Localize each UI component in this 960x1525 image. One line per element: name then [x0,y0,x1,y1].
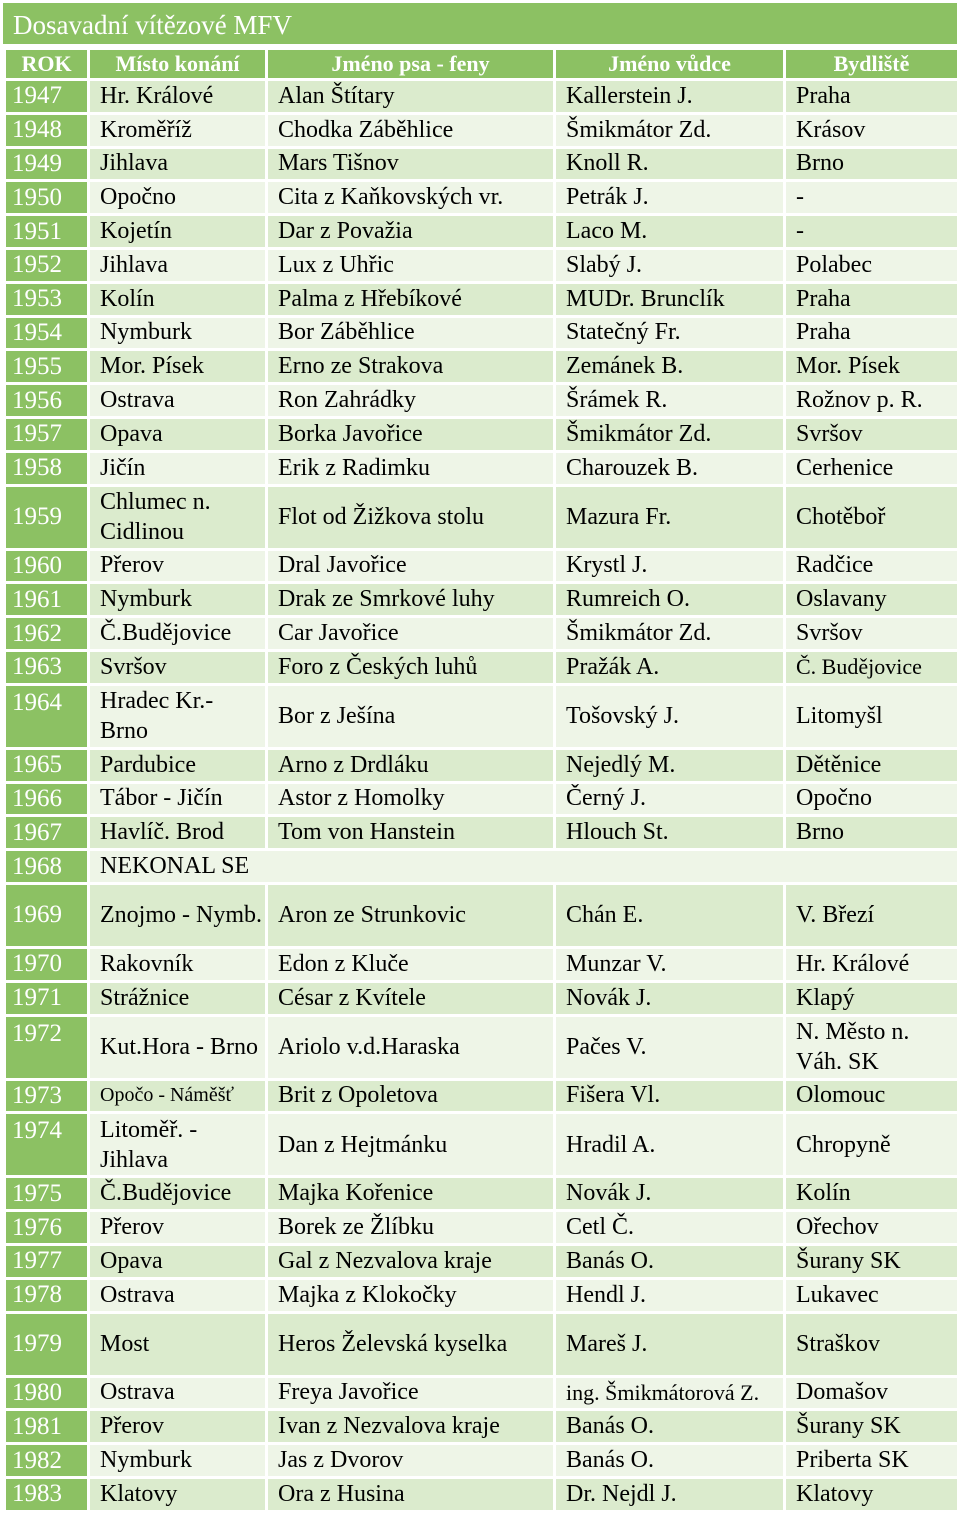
residence-cell: Klapý [785,981,959,1015]
residence-cell: Svršov [785,417,959,451]
handler-name-cell: Rumreich O. [555,583,785,617]
residence-cell: Hr. Králové [785,947,959,981]
year-cell: 1970 [5,947,89,981]
handler-name-cell: Šmikmátor Zd. [555,113,785,147]
place-cell: Tábor - Jičín [89,782,267,816]
handler-name-cell: Banás O. [555,1444,785,1478]
table-row [5,1015,959,1079]
handler-name-cell: Mareš J. [555,1312,785,1376]
place-cell: Opočo - Náměšť [89,1079,267,1113]
handler-name-cell: Kallerstein J. [555,80,785,114]
table-row [5,417,959,451]
residence-cell: Radčice [785,549,959,583]
dog-name-cell: Brit z Opoletova [267,1079,555,1113]
place-cell: Litoměř. - Jihlava [89,1113,267,1177]
handler-name-cell: Dr. Nejdl J. [555,1477,785,1511]
place-cell: NEKONAL SE [89,850,959,884]
handler-name-cell: Charouzek B. [555,451,785,485]
place-cell: Kolín [89,282,267,316]
residence-cell: Rožnov p. R. [785,384,959,418]
table-row [5,1444,959,1478]
residence-cell: Oslavany [785,583,959,617]
year-cell: 1954 [5,316,89,350]
handler-name-cell: Banás O. [555,1244,785,1278]
year-cell: 1971 [5,981,89,1015]
dog-name-cell: Foro z Českých luhů [267,650,555,684]
table-row [5,1244,959,1278]
handler-name-cell: Zemánek B. [555,350,785,384]
dog-name-cell: Mars Tišnov [267,147,555,181]
dog-name-cell: Majka Kořenice [267,1177,555,1211]
handler-name-cell: Novák J. [555,981,785,1015]
dog-name-cell: Flot od Žižkova stolu [267,485,555,549]
dog-name-cell: Ariolo v.d.Haraska [267,1015,555,1079]
year-cell: 1976 [5,1211,89,1245]
year-cell: 1975 [5,1177,89,1211]
year-cell: 1964 [5,684,89,748]
year-cell: 1981 [5,1410,89,1444]
handler-name-cell: Šmikmátor Zd. [555,417,785,451]
year-cell: 1947 [5,80,89,114]
dog-name-cell: Dral Javořice [267,549,555,583]
residence-cell: Litomyšl [785,684,959,748]
table-row [5,1211,959,1245]
year-cell: 1950 [5,181,89,215]
year-cell: 1951 [5,215,89,249]
residence-cell: Chotěboř [785,485,959,549]
place-cell: Kroměříž [89,113,267,147]
place-cell: Hradec Kr.- Brno [89,684,267,748]
year-cell: 1959 [5,485,89,549]
year-cell: 1980 [5,1376,89,1410]
table-row [5,1079,959,1113]
handler-name-cell: Mazura Fr. [555,485,785,549]
place-cell: Strážnice [89,981,267,1015]
residence-cell: Praha [785,80,959,114]
handler-name-cell: Černý J. [555,782,785,816]
dog-name-cell: Aron ze Strunkovic [267,883,555,947]
residence-cell: Praha [785,316,959,350]
table-row [5,350,959,384]
year-cell: 1973 [5,1079,89,1113]
place-cell: Ostrava [89,1376,267,1410]
year-cell: 1979 [5,1312,89,1376]
place-cell: Havlíč. Brod [89,816,267,850]
place-cell: Mor. Písek [89,350,267,384]
dog-name-cell: Lux z Uhřic [267,248,555,282]
place-cell: Svršov [89,650,267,684]
place-cell: Ostrava [89,1278,267,1312]
handler-name-cell: Šrámek R. [555,384,785,418]
table-row [5,1376,959,1410]
residence-cell: Krásov [785,113,959,147]
dog-name-cell: Astor z Homolky [267,782,555,816]
year-cell: 1977 [5,1244,89,1278]
dog-name-cell: Bor Záběhlice [267,316,555,350]
residence-cell: Cerhenice [785,451,959,485]
table-row [5,850,959,884]
dog-name-cell: Heros Želevská kyselka [267,1312,555,1376]
table-row [5,485,959,549]
table-row [5,650,959,684]
dog-name-cell: Ora z Husina [267,1477,555,1511]
place-cell: Opava [89,1244,267,1278]
table-row [5,1177,959,1211]
handler-name-cell: Fišera Vl. [555,1079,785,1113]
place-cell: Přerov [89,1211,267,1245]
residence-cell: Brno [785,147,959,181]
residence-cell: - [785,215,959,249]
table-row [5,248,959,282]
table-row [5,215,959,249]
dog-name-cell: Majka z Klokočky [267,1278,555,1312]
dog-name-cell: Chodka Záběhlice [267,113,555,147]
dog-name-cell: Erno ze Strakova [267,350,555,384]
place-cell: Ostrava [89,384,267,418]
place-cell: Hr. Králové [89,80,267,114]
table-row [5,748,959,782]
residence-cell: Šurany SK [785,1410,959,1444]
year-cell: 1963 [5,650,89,684]
header-handler: Jméno vůdce [555,49,785,80]
dog-name-cell: Borek ze Žlíbku [267,1211,555,1245]
residence-cell: Svršov [785,617,959,651]
dog-name-cell: Borka Javořice [267,417,555,451]
table-row [5,181,959,215]
year-cell: 1952 [5,248,89,282]
table-row [5,451,959,485]
residence-cell: Olomouc [785,1079,959,1113]
place-cell: Přerov [89,1410,267,1444]
residence-cell: Brno [785,816,959,850]
table-row [5,147,959,181]
header-place: Místo konání [89,49,267,80]
year-cell: 1966 [5,782,89,816]
year-cell: 1953 [5,282,89,316]
table-row [5,282,959,316]
table-row [5,1113,959,1177]
table-row [5,80,959,114]
table-row [5,1477,959,1511]
dog-name-cell: César z Kvítele [267,981,555,1015]
dog-name-cell: Alan Štítary [267,80,555,114]
handler-name-cell: Novák J. [555,1177,785,1211]
handler-name-cell: Banás O. [555,1410,785,1444]
dog-name-cell: Ron Zahrádky [267,384,555,418]
residence-cell: Ořechov [785,1211,959,1245]
handler-name-cell: Slabý J. [555,248,785,282]
place-cell: Č.Budějovice [89,617,267,651]
place-cell: Chlumec n. Cidlinou [89,485,267,549]
place-cell: Kojetín [89,215,267,249]
year-cell: 1960 [5,549,89,583]
dog-name-cell: Palma z Hřebíkové [267,282,555,316]
year-cell: 1968 [5,850,89,884]
residence-cell: Kolín [785,1177,959,1211]
dog-name-cell: Bor z Ješína [267,684,555,748]
handler-name-cell: Hlouch St. [555,816,785,850]
dog-name-cell: Gal z Nezvalova kraje [267,1244,555,1278]
winners-table [3,47,960,1513]
handler-name-cell: MUDr. Brunclík [555,282,785,316]
table-row [5,816,959,850]
table-row [5,617,959,651]
residence-cell: Praha [785,282,959,316]
table-row [5,947,959,981]
year-cell: 1962 [5,617,89,651]
year-cell: 1969 [5,883,89,947]
year-cell: 1957 [5,417,89,451]
table-title: Dosavadní vítězové MFV [3,3,957,47]
header-dog: Jméno psa - feny [267,49,555,80]
year-cell: 1978 [5,1278,89,1312]
year-cell: 1967 [5,816,89,850]
handler-name-cell: Pražák A. [555,650,785,684]
dog-name-cell: Jas z Dvorov [267,1444,555,1478]
dog-name-cell: Dar z Považia [267,215,555,249]
place-cell: Jihlava [89,248,267,282]
year-cell: 1982 [5,1444,89,1478]
year-cell: 1958 [5,451,89,485]
residence-cell: Klatovy [785,1477,959,1511]
residence-cell: V. Březí [785,883,959,947]
place-cell: Rakovník [89,947,267,981]
place-cell: Klatovy [89,1477,267,1511]
table-row [5,684,959,748]
handler-name-cell: Statečný Fr. [555,316,785,350]
place-cell: Nymburk [89,583,267,617]
dog-name-cell: Edon z Kluče [267,947,555,981]
residence-cell: Dětěnice [785,748,959,782]
handler-name-cell: Pačes V. [555,1015,785,1079]
place-cell: Nymburk [89,316,267,350]
table-row [5,883,959,947]
table-row [5,782,959,816]
dog-name-cell: Drak ze Smrkové luhy [267,583,555,617]
header-residence: Bydliště [785,49,959,80]
dog-name-cell: Car Javořice [267,617,555,651]
handler-name-cell: Laco M. [555,215,785,249]
place-cell: Jihlava [89,147,267,181]
dog-name-cell: Erik z Radimku [267,451,555,485]
residence-cell: Priberta SK [785,1444,959,1478]
residence-cell: Lukavec [785,1278,959,1312]
handler-name-cell: ing. Šmikmátorová Z. [555,1376,785,1410]
handler-name-cell: Tošovský J. [555,684,785,748]
year-cell: 1972 [5,1015,89,1079]
dog-name-cell: Cita z Kaňkovských vr. [267,181,555,215]
table-row [5,316,959,350]
table-row [5,981,959,1015]
year-cell: 1949 [5,147,89,181]
year-cell: 1955 [5,350,89,384]
table-row [5,1410,959,1444]
handler-name-cell: Nejedlý M. [555,748,785,782]
table-row [5,549,959,583]
dog-name-cell: Ivan z Nezvalova kraje [267,1410,555,1444]
table-body [5,80,959,1512]
residence-cell: Šurany SK [785,1244,959,1278]
residence-cell: Straškov [785,1312,959,1376]
dog-name-cell: Dan z Hejtmánku [267,1113,555,1177]
year-cell: 1983 [5,1477,89,1511]
place-cell: Opočno [89,181,267,215]
residence-cell: N. Město n. Váh. SK [785,1015,959,1079]
residence-cell: - [785,181,959,215]
place-cell: Opava [89,417,267,451]
place-cell: Kut.Hora - Brno [89,1015,267,1079]
handler-name-cell: Cetl Č. [555,1211,785,1245]
table-row [5,583,959,617]
handler-name-cell: Hendl J. [555,1278,785,1312]
residence-cell: Chropyně [785,1113,959,1177]
dog-name-cell: Freya Javořice [267,1376,555,1410]
handler-name-cell: Knoll R. [555,147,785,181]
residence-cell: Mor. Písek [785,350,959,384]
handler-name-cell: Šmikmátor Zd. [555,617,785,651]
year-cell: 1974 [5,1113,89,1177]
handler-name-cell: Hradil A. [555,1113,785,1177]
handler-name-cell: Krystl J. [555,549,785,583]
header-year: ROK [5,49,89,80]
place-cell: Přerov [89,549,267,583]
header-row [5,49,959,80]
place-cell: Most [89,1312,267,1376]
dog-name-cell: Tom von Hanstein [267,816,555,850]
handler-name-cell: Petrák J. [555,181,785,215]
handler-name-cell: Munzar V. [555,947,785,981]
place-cell: Nymburk [89,1444,267,1478]
place-cell: Pardubice [89,748,267,782]
year-cell: 1965 [5,748,89,782]
place-cell: Č.Budějovice [89,1177,267,1211]
residence-cell: Opočno [785,782,959,816]
dog-name-cell: Arno z Drdláku [267,748,555,782]
residence-cell: Č. Budějovice [785,650,959,684]
year-cell: 1961 [5,583,89,617]
residence-cell: Domašov [785,1376,959,1410]
place-cell: Znojmo - Nymb. [89,883,267,947]
table-row [5,384,959,418]
place-cell: Jičín [89,451,267,485]
handler-name-cell: Chán E. [555,883,785,947]
winners-table-container [3,3,957,1513]
year-cell: 1956 [5,384,89,418]
table-row [5,113,959,147]
table-row [5,1312,959,1376]
year-cell: 1948 [5,113,89,147]
residence-cell: Polabec [785,248,959,282]
table-row [5,1278,959,1312]
